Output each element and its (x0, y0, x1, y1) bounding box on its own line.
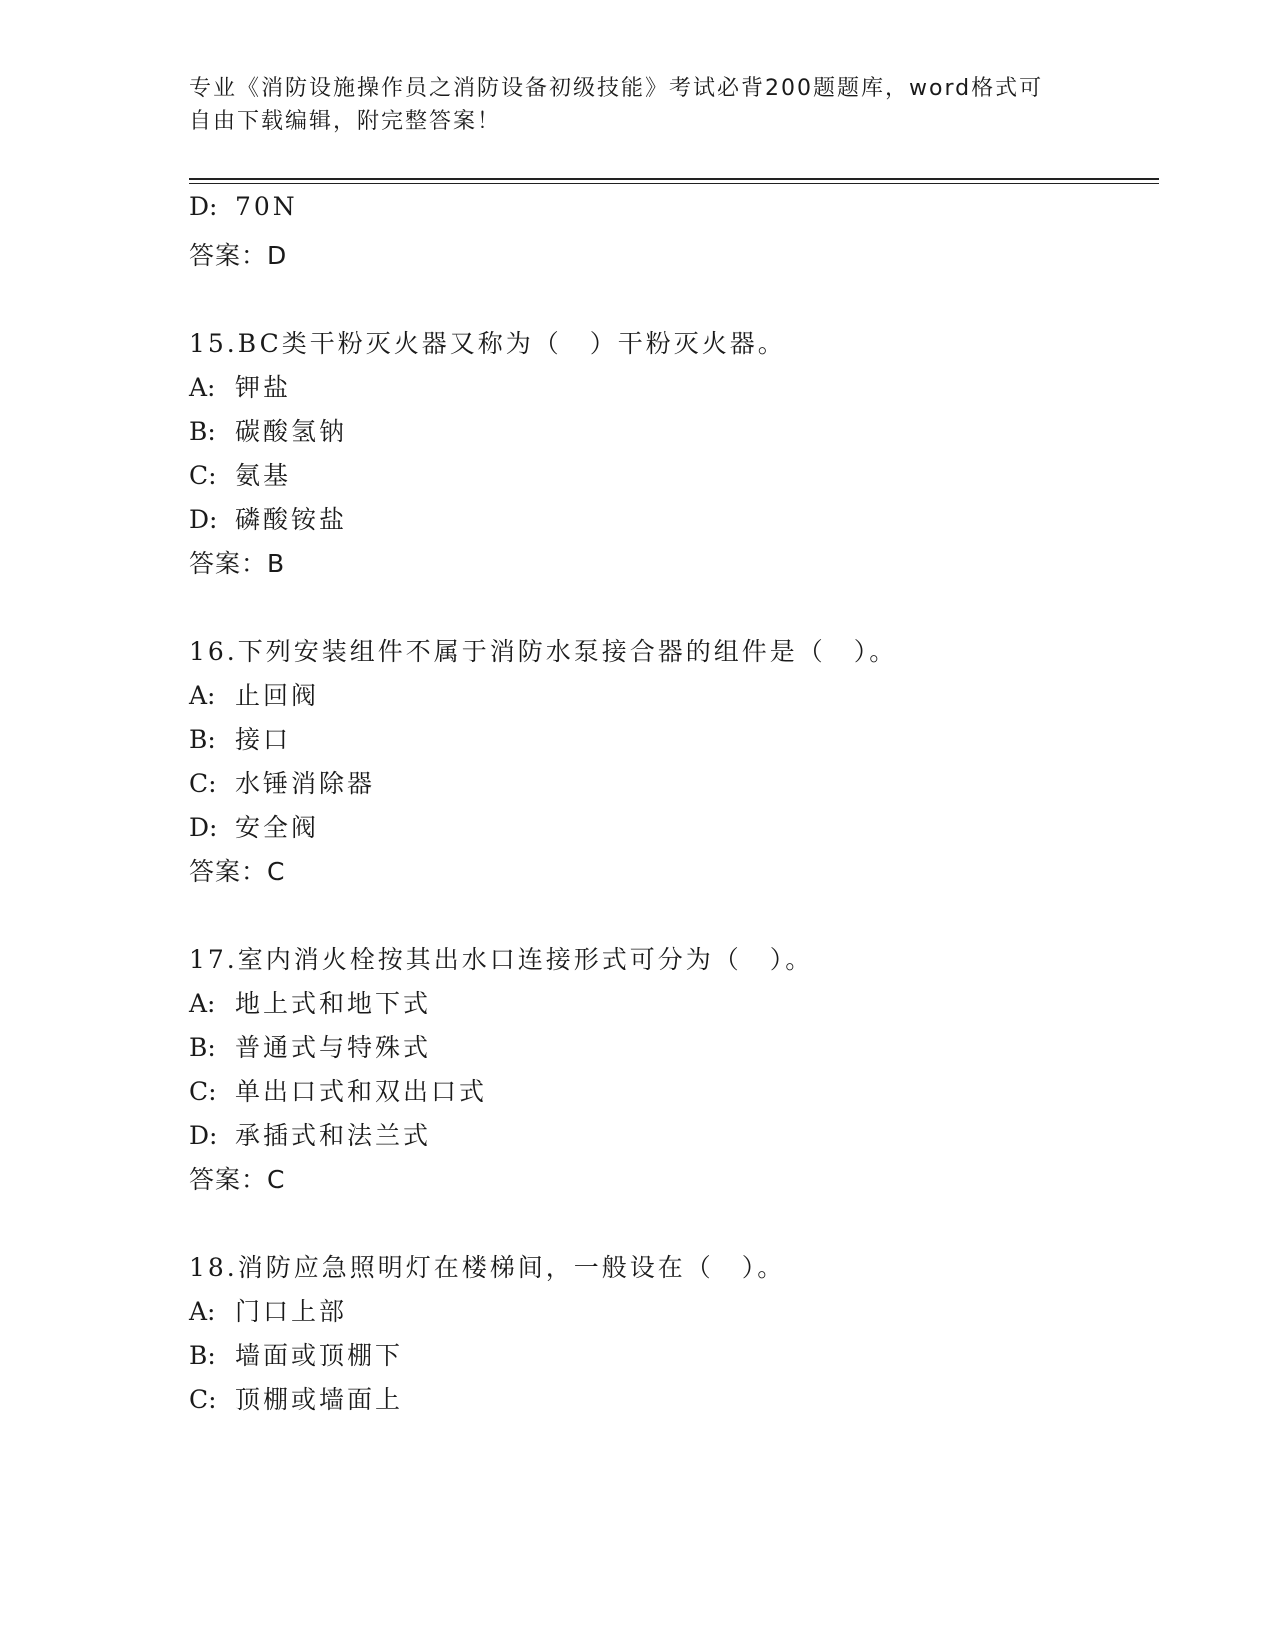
option-text: 安全阀 (235, 813, 320, 842)
option-b (189, 412, 347, 448)
option-text: 70N (235, 192, 298, 221)
option-label: D: (189, 192, 218, 221)
option-text: 磷酸铵盐 (235, 505, 348, 534)
answer-line: 答案：C (189, 857, 286, 886)
header-divider-thick (189, 178, 1159, 180)
option-text: 墙面或顶棚下 (235, 1341, 404, 1370)
option-d (189, 1116, 431, 1152)
option-text: 碳酸氢钠 (235, 417, 348, 446)
header-line-1: 专业《消防设施操作员之消防设备初级技能》考试必背200题题库，word格式可 (189, 76, 1044, 101)
option-b (189, 1028, 431, 1064)
answer-line: 答案：D (189, 241, 288, 270)
option-text: 钾盐 (235, 373, 292, 402)
option-text: 地上式和地下式 (235, 989, 432, 1018)
option-label: C: (189, 1385, 217, 1414)
option-text: 单出口式和双出口式 (235, 1077, 488, 1106)
question-stem: 18.消防应急照明灯在楼梯间，一般设在（ ）。 (189, 1253, 786, 1282)
question-stem: 15.BC类干粉灭火器又称为（ ）干粉灭火器。 (189, 329, 786, 358)
document-header (189, 72, 1089, 138)
option-text: 氨基 (235, 461, 292, 490)
option-label: A: (189, 989, 216, 1018)
option-c (189, 1380, 403, 1416)
option-b (189, 1336, 403, 1372)
option-c (189, 1072, 487, 1108)
option-label: D: (189, 505, 218, 534)
option-text: 顶棚或墙面上 (235, 1385, 404, 1414)
option-label: A: (189, 1297, 216, 1326)
option-label: C: (189, 1077, 217, 1106)
option-text: 止回阀 (235, 681, 320, 710)
option-label: B: (189, 417, 216, 446)
option-c (189, 456, 291, 492)
option-d (189, 808, 319, 844)
option-label: A: (189, 681, 216, 710)
option-label: B: (189, 725, 216, 754)
option-label: D: (189, 813, 218, 842)
question-stem: 16.下列安装组件不属于消防水泵接合器的组件是（ ）。 (189, 637, 898, 666)
option-label: A: (189, 373, 216, 402)
option-label: B: (189, 1341, 216, 1370)
option-label: D: (189, 1121, 218, 1150)
option-text: 接口 (235, 725, 292, 754)
option-a (189, 984, 431, 1020)
option-text: 水锤消除器 (235, 769, 376, 798)
option-b (189, 720, 291, 756)
option-a (189, 676, 319, 712)
answer-line: 答案：B (189, 549, 286, 578)
option-a (189, 368, 291, 404)
option-text: 门口上部 (235, 1297, 348, 1326)
header-divider-thin (189, 183, 1159, 184)
option-text: 承插式和法兰式 (235, 1121, 432, 1150)
option-label: C: (189, 769, 217, 798)
option-a (189, 1292, 347, 1328)
option-d (189, 500, 347, 536)
header-line-2: 自由下载编辑，附完整答案！ (189, 109, 502, 134)
option-d (189, 192, 298, 221)
option-text: 普通式与特殊式 (235, 1033, 432, 1062)
question-stem: 17.室内消火栓按其出水口连接形式可分为（ ）。 (189, 945, 814, 974)
option-c (189, 764, 375, 800)
option-label: C: (189, 461, 217, 490)
option-label: B: (189, 1033, 216, 1062)
answer-line: 答案：C (189, 1165, 286, 1194)
